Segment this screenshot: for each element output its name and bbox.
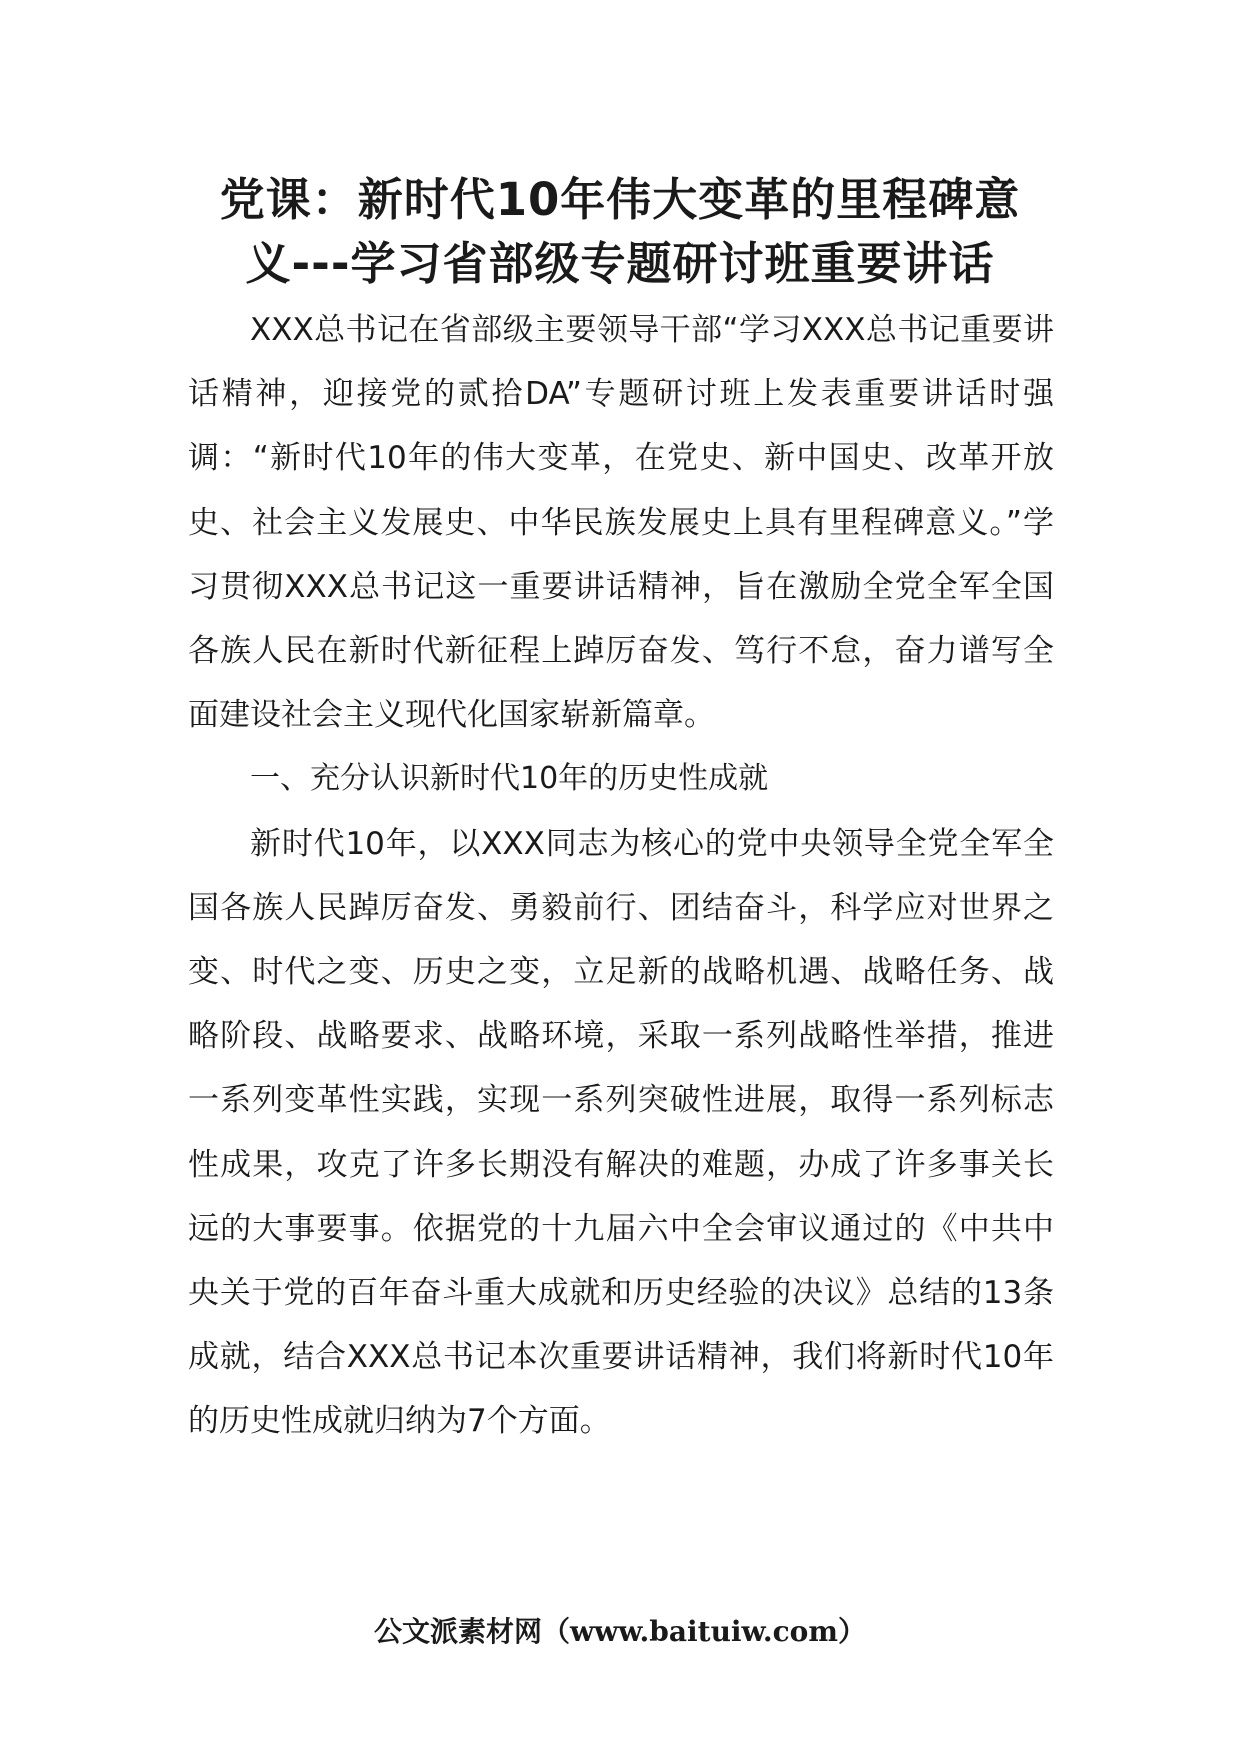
document-body <box>188 298 1054 1454</box>
body-paragraph: XXX总书记在省部级主要领导干部“学习XXX总书记重要讲话精神，迎接党的贰拾DA”专题研讨班上发表重要讲话时强调：“新时代10年的伟大变革，在党史、新中国史、改革开放史、社会主义发展史、中华民族发展史上具有里程碑意义。”学习贯彻XXX总书记这一重要讲话精神，旨在激励全党全军全国各族人民在新时代新征程上踔厉奋发、笃行不怠，奋力谱写全面建设社会主义现代化国家崭新篇章。 <box>188 312 1054 734</box>
title-line-1: 党课：新时代10年伟大变革的里程碑意 <box>219 173 1021 226</box>
body-paragraph: 新时代10年，以XXX同志为核心的党中央领导全党全军全国各族人民踔厉奋发、勇毅前行、团结奋斗，科学应对世界之变、时代之变、历史之变，立足新的战略机遇、战略任务、战略阶段、战略要求、战略环境，采取一系列战略性举措，推进一系列变革性实践，实现一系列突破性进展，取得一系列标志性成果，攻克了许多长期没有解决的难题，办成了许多事关长远的大事要事。依据党的十九届六中全会审议通过的《中共中央关于党的百年奋斗重大成就和历史经验的决议》总结的13条成就，结合XXX总书记本次重要讲话精神，我们将新时代10年的历史性成就归纳为7个方面。 <box>188 825 1054 1440</box>
document-title <box>160 168 1080 296</box>
section-heading: 一、充分认识新时代10年的历史性成就 <box>250 761 769 797</box>
footer-source: 公文派素材网（www.baituiw.com） <box>374 1615 866 1648</box>
title-line-2: 义---学习省部级专题研讨班重要讲话 <box>245 237 995 290</box>
